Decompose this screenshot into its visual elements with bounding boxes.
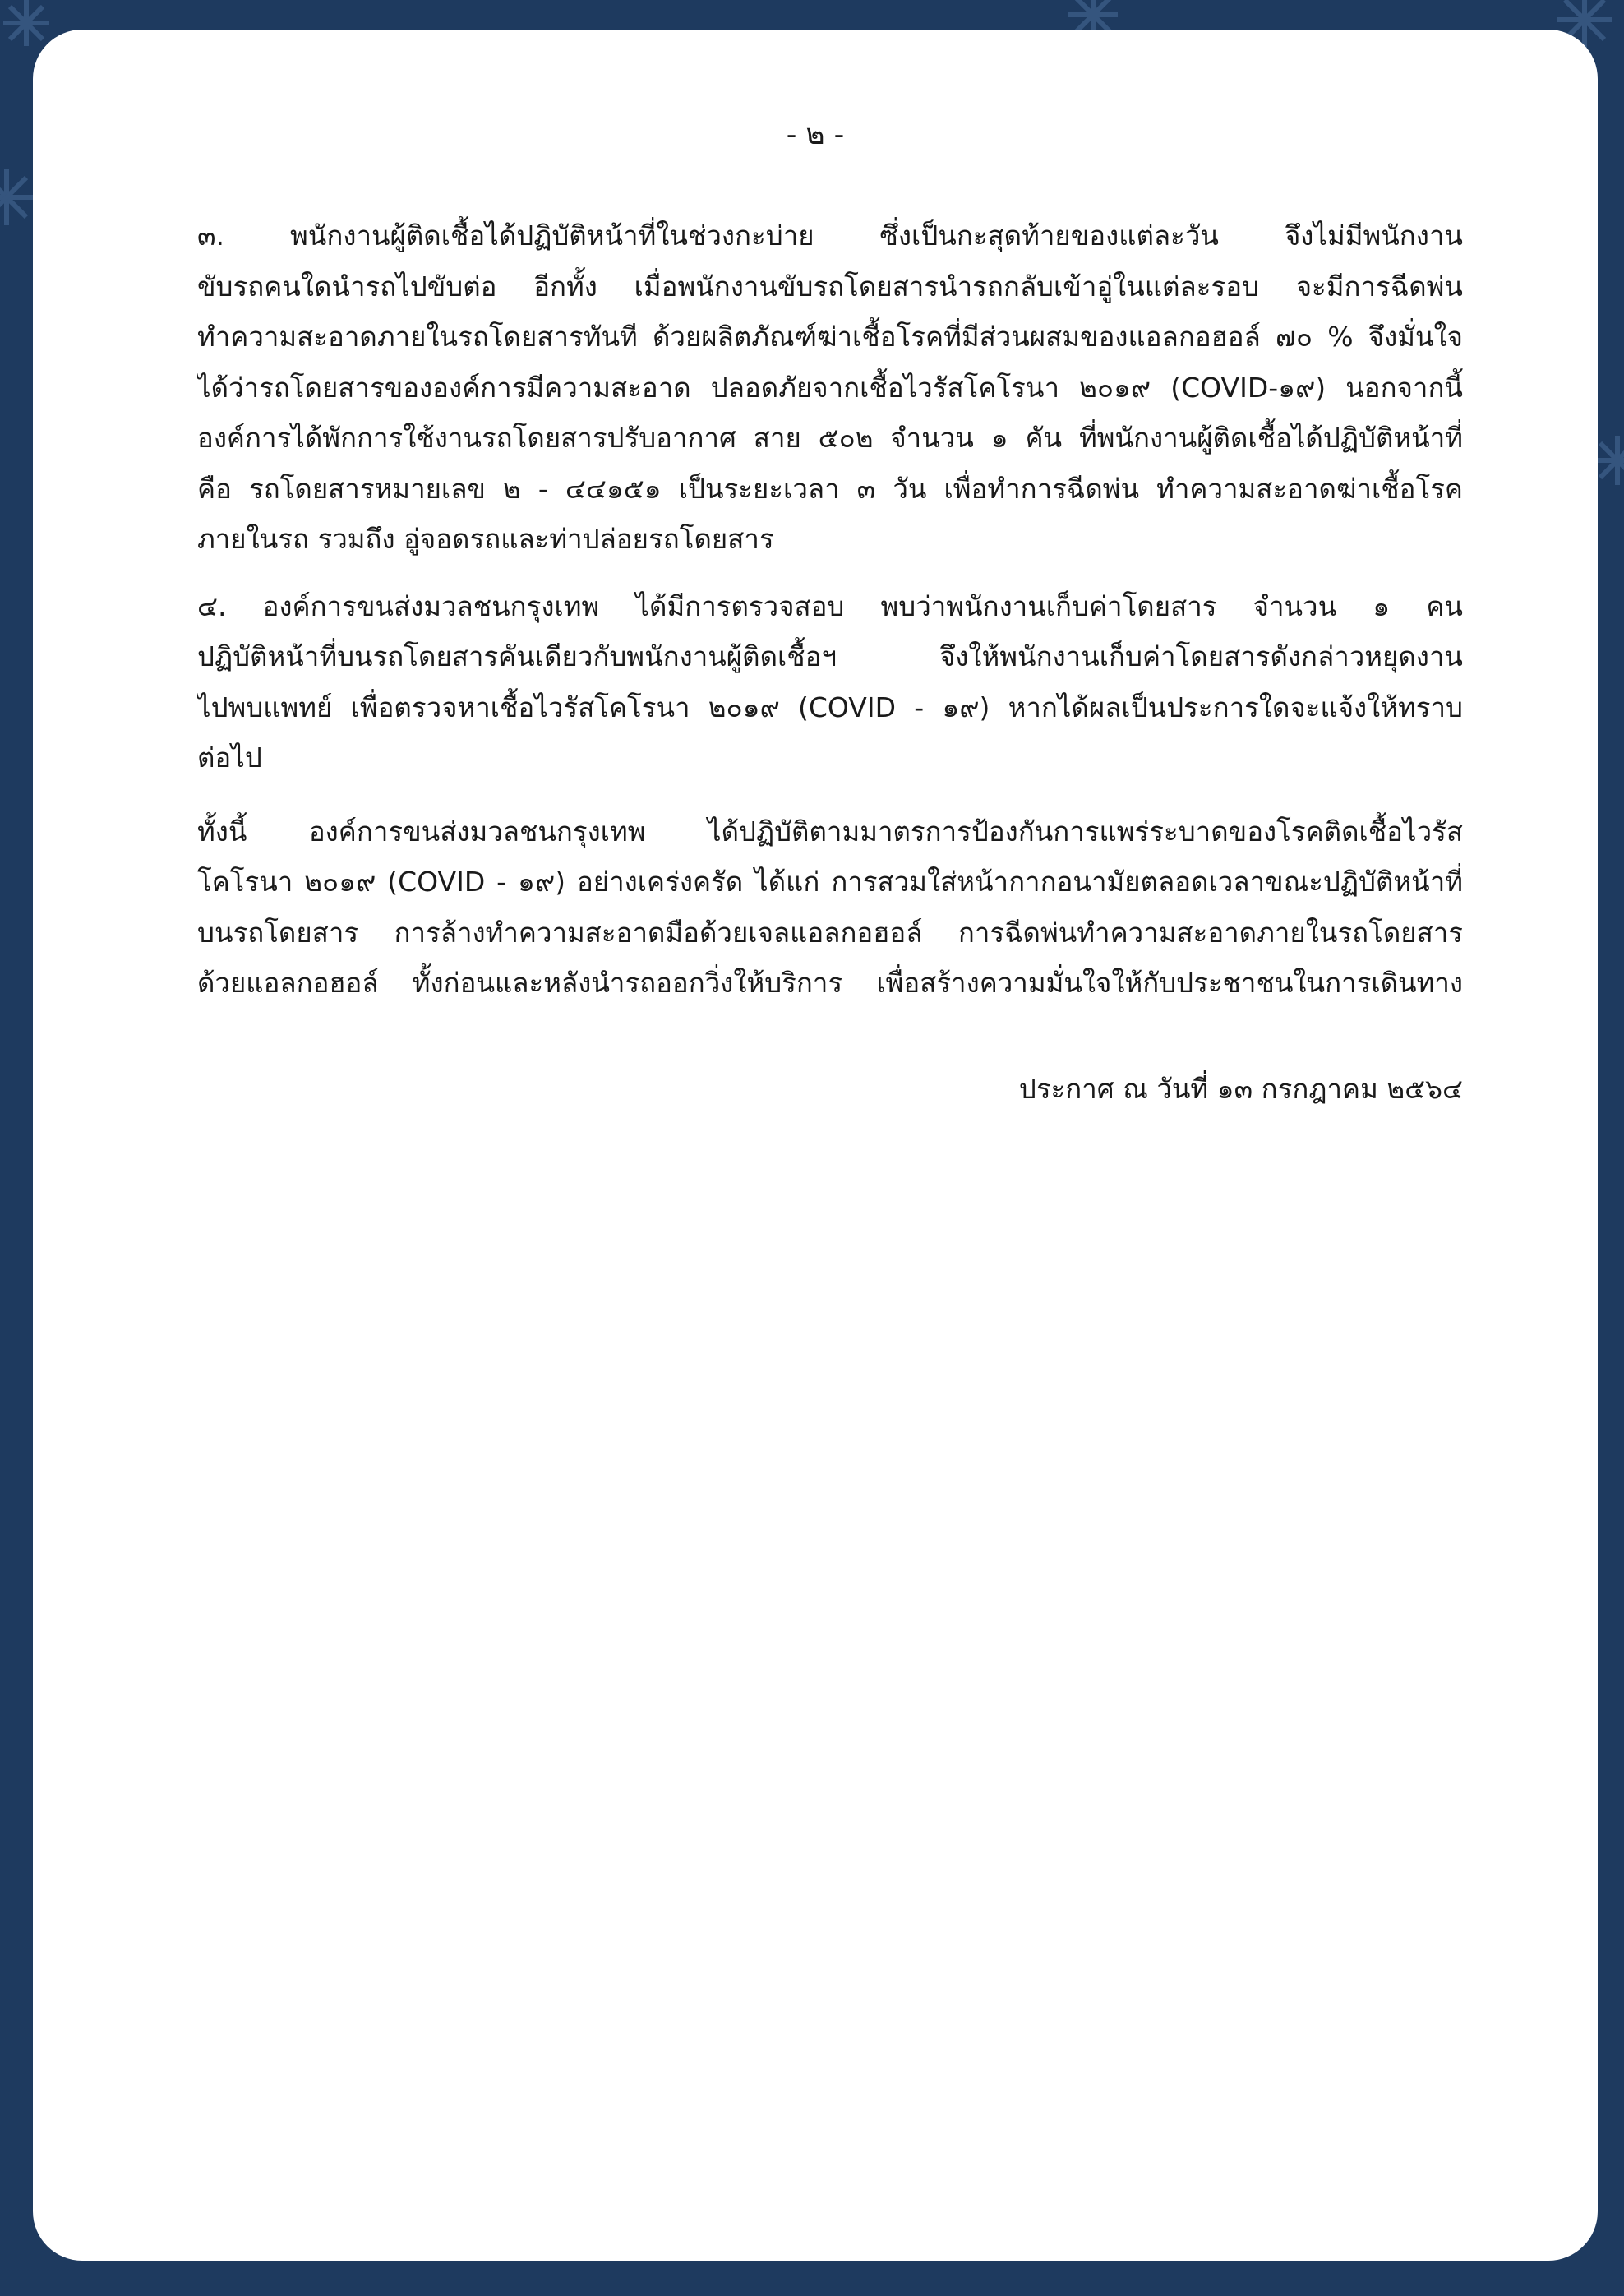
text-line: ได้ว่ารถโดยสารขององค์การมีความสะอาด ปลอดภัยจากเชื้อไวรัสโคโรนา ๒๐๑๙ (COVID-๑๙) นอกจากนี้ [197, 371, 1463, 404]
text-line: ขับรถคนใดนำรถไปขับต่อ อีกทั้ง เมื่อพนักงานขับรถโดยสารนำรถกลับเข้าอู่ในแต่ละรอบ จะมีการฉีดพ่น [197, 270, 1463, 303]
text-line: คือ รถโดยสารหมายเลข ๒ - ๔๔๑๕๑ เป็นระยะเวลา ๓ วัน เพื่อทำการฉีดพ่น ทำความสะอาดฆ่าเชื้อโรค [197, 472, 1463, 505]
paragraph-3 [197, 210, 1463, 565]
page-number: - ๒ - [786, 118, 845, 151]
text-line: ต่อไป [197, 741, 262, 774]
text-line: ภายในรถ รวมถึง อู่จอดรถและท่าปล่อยรถโดยสาร [197, 523, 774, 555]
text-line: ไปพบแพทย์ เพื่อตรวจหาเชื้อไวรัสโคโรนา ๒๐๑๙ (COVID - ๑๙) หากได้ผลเป็นประการใดจะแจ้งให้ทราบ [197, 691, 1463, 723]
text-line: ๔. องค์การขนส่งมวลชนกรุงเทพ ได้มีการตรวจสอบ พบว่าพนักงานเก็บค่าโดยสาร จำนวน ๑ คน [197, 589, 1463, 622]
text-line: ทำความสะอาดภายในรถโดยสารทันที ด้วยผลิตภัณฑ์ฆ่าเชื้อโรคที่มีส่วนผสมของแอลกอฮอล์ ๗๐ % จึงมั่นใจ [197, 321, 1463, 353]
text-line: บนรถโดยสาร การล้างทำความสะอาดมือด้วยเจลแอลกอฮอล์ การฉีดพ่นทำความสะอาดภายในรถโดยสาร [197, 916, 1463, 949]
document-page [33, 30, 1598, 2261]
text-line: ปฏิบัติหน้าที่บนรถโดยสารคันเดียวกับพนักงานผู้ติดเชื้อฯ จึงให้พนักงานเก็บค่าโดยสารดังกล่าวหยุดงาน [197, 640, 1463, 672]
snowflake-icon [0, 169, 35, 225]
document-body [197, 210, 1463, 1009]
announcement-date: ประกาศ ณ วันที่ ๑๓ กรกฎาคม ๒๕๖๔ [1018, 1073, 1463, 1105]
text-line: ทั้งนี้ องค์การขนส่งมวลชนกรุงเทพ ได้ปฏิบัติตามมาตรการป้องกันการแพร่ระบาดของโรคติดเชื้อไวรัส [197, 815, 1463, 848]
paragraph-closing [197, 806, 1463, 1009]
text-line: ๓. พนักงานผู้ติดเชื้อได้ปฏิบัติหน้าที่ในช่วงกะบ่าย ซึ่งเป็นกะสุดท้ายของแต่ละวัน จึงไม่มีพนักงาน [197, 219, 1463, 252]
text-line: ด้วยแอลกอฮอล์ ทั้งก่อนและหลังนำรถออกวิ่งให้บริการ เพื่อสร้างความมั่นใจให้กับประชาชนในการเดินทาง [197, 967, 1463, 999]
paragraph-4 [197, 581, 1463, 783]
text-line: โคโรนา ๒๐๑๙ (COVID - ๑๙) อย่างเคร่งครัด ได้แก่ การสวมใส่หน้ากากอนามัยตลอดเวลาขณะปฏิบัติหน้าที่ [197, 866, 1463, 898]
text-line: องค์การได้พักการใช้งานรถโดยสารปรับอากาศ สาย ๕๐๒ จำนวน ๑ คัน ที่พนักงานผู้ติดเชื้อได้ปฏิบัติหน้าที่ [197, 422, 1463, 454]
snowflake-icon [3, 0, 49, 46]
